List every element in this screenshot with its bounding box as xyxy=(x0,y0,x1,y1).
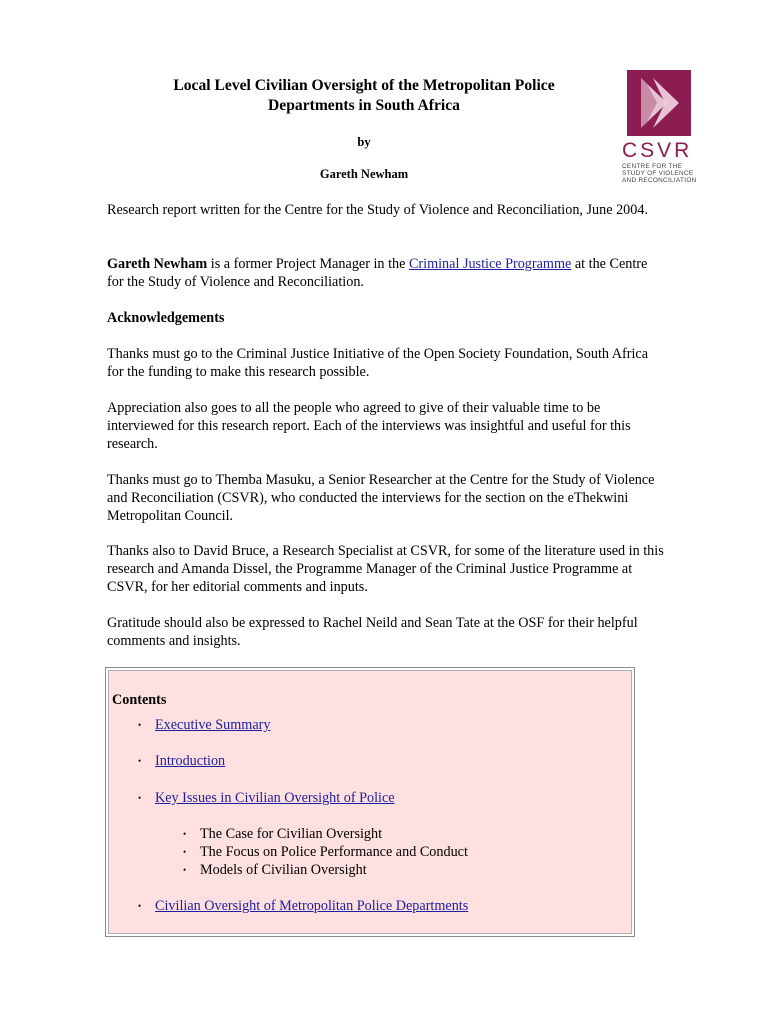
introduction-link[interactable]: Introduction xyxy=(155,753,226,769)
title-line-1: Local Level Civilian Oversight of the Metropolitan Police xyxy=(173,77,555,94)
toc-subitem-label: The Case for Civilian Oversight xyxy=(200,826,383,842)
key-issues-link[interactable]: Key Issues in Civilian Oversight of Police xyxy=(155,790,395,806)
toc-item-metropolitan-oversight xyxy=(138,897,469,915)
logo-letters: CSVR xyxy=(622,139,693,162)
acknowledgements-heading: Acknowledgements xyxy=(107,310,225,326)
executive-summary-link[interactable]: Executive Summary xyxy=(155,717,271,733)
toc-subitem-focus-on-performance xyxy=(183,843,468,861)
acknowledgement-paragraph-2: Appreciation also goes to all the people who agreed to give of their valuable time to be interviewed for this research report. Each of the interviews was insightful and useful for this research. xyxy=(107,400,631,452)
author-bio-paragraph xyxy=(107,255,667,291)
logo-sub-line-1: CENTRE FOR THE xyxy=(622,163,683,170)
criminal-justice-programme-link[interactable]: Criminal Justice Programme xyxy=(408,256,572,272)
bullet-icon: • xyxy=(183,865,187,875)
intro-paragraph: Research report written for the Centre for the Study of Violence and Reconciliation, June 2004. xyxy=(107,202,649,218)
toc-subitem-label: The Focus on Police Performance and Conduct xyxy=(200,844,468,860)
by-line: by xyxy=(357,135,371,149)
bullet-icon: • xyxy=(138,756,142,766)
metropolitan-oversight-link[interactable]: Civilian Oversight of Metropolitan Police Departments xyxy=(155,898,469,914)
author-name: Gareth Newham xyxy=(319,167,409,181)
toc-subitem-label: Models of Civilian Oversight xyxy=(200,862,367,878)
logo-diamond-icon xyxy=(627,70,691,136)
logo-subtitle xyxy=(622,163,700,184)
bullet-icon: • xyxy=(138,901,142,911)
toc-item-introduction xyxy=(138,752,226,770)
contents-title: Contents xyxy=(112,692,167,708)
author-bio-text-2: at the Centre for the Study of Violence and Reconciliation. xyxy=(107,256,648,290)
logo-sub-line-3: AND RECONCILIATION xyxy=(622,177,697,184)
author-bio-name: Gareth Newham xyxy=(107,256,208,272)
author-bio-text-1: is a former Project Manager in the xyxy=(207,256,409,272)
toc-subitem-case-for-oversight xyxy=(183,825,383,843)
toc-item-key-issues xyxy=(138,789,395,807)
toc-subitem-models xyxy=(183,861,367,879)
acknowledgement-paragraph-3: Thanks must go to Themba Masuku, a Senior Researcher at the Centre for the Study of Violence and Reconciliation (CSVR), who conducted the interviews for the section on the eThekwini Metropolitan Council. xyxy=(107,472,655,524)
bullet-icon: • xyxy=(138,793,142,803)
logo-emblem xyxy=(627,70,691,136)
bullet-icon: • xyxy=(183,829,187,839)
toc-item-executive-summary xyxy=(138,716,271,734)
title-line-2: Departments in South Africa xyxy=(268,97,460,114)
bullet-icon: • xyxy=(138,720,142,730)
acknowledgement-paragraph-5: Gratitude should also be expressed to Rachel Neild and Sean Tate at the OSF for their helpful comments and insights. xyxy=(107,615,638,649)
document-title xyxy=(110,76,618,116)
acknowledgement-paragraph-4: Thanks also to David Bruce, a Research Specialist at CSVR, for some of the literature used in this research and Amanda Dissel, the Programme Manager of the Criminal Justice Programme at CSVR, for her editorial comments and inputs. xyxy=(107,543,664,595)
bullet-icon: • xyxy=(183,847,187,857)
logo-sub-line-2: STUDY OF VIOLENCE xyxy=(622,170,694,177)
csvr-logo xyxy=(620,70,700,188)
acknowledgement-paragraph-1: Thanks must go to the Criminal Justice Initiative of the Open Society Foundation, South Africa for the funding to make this research possible. xyxy=(107,346,649,380)
table-of-contents xyxy=(105,667,635,937)
